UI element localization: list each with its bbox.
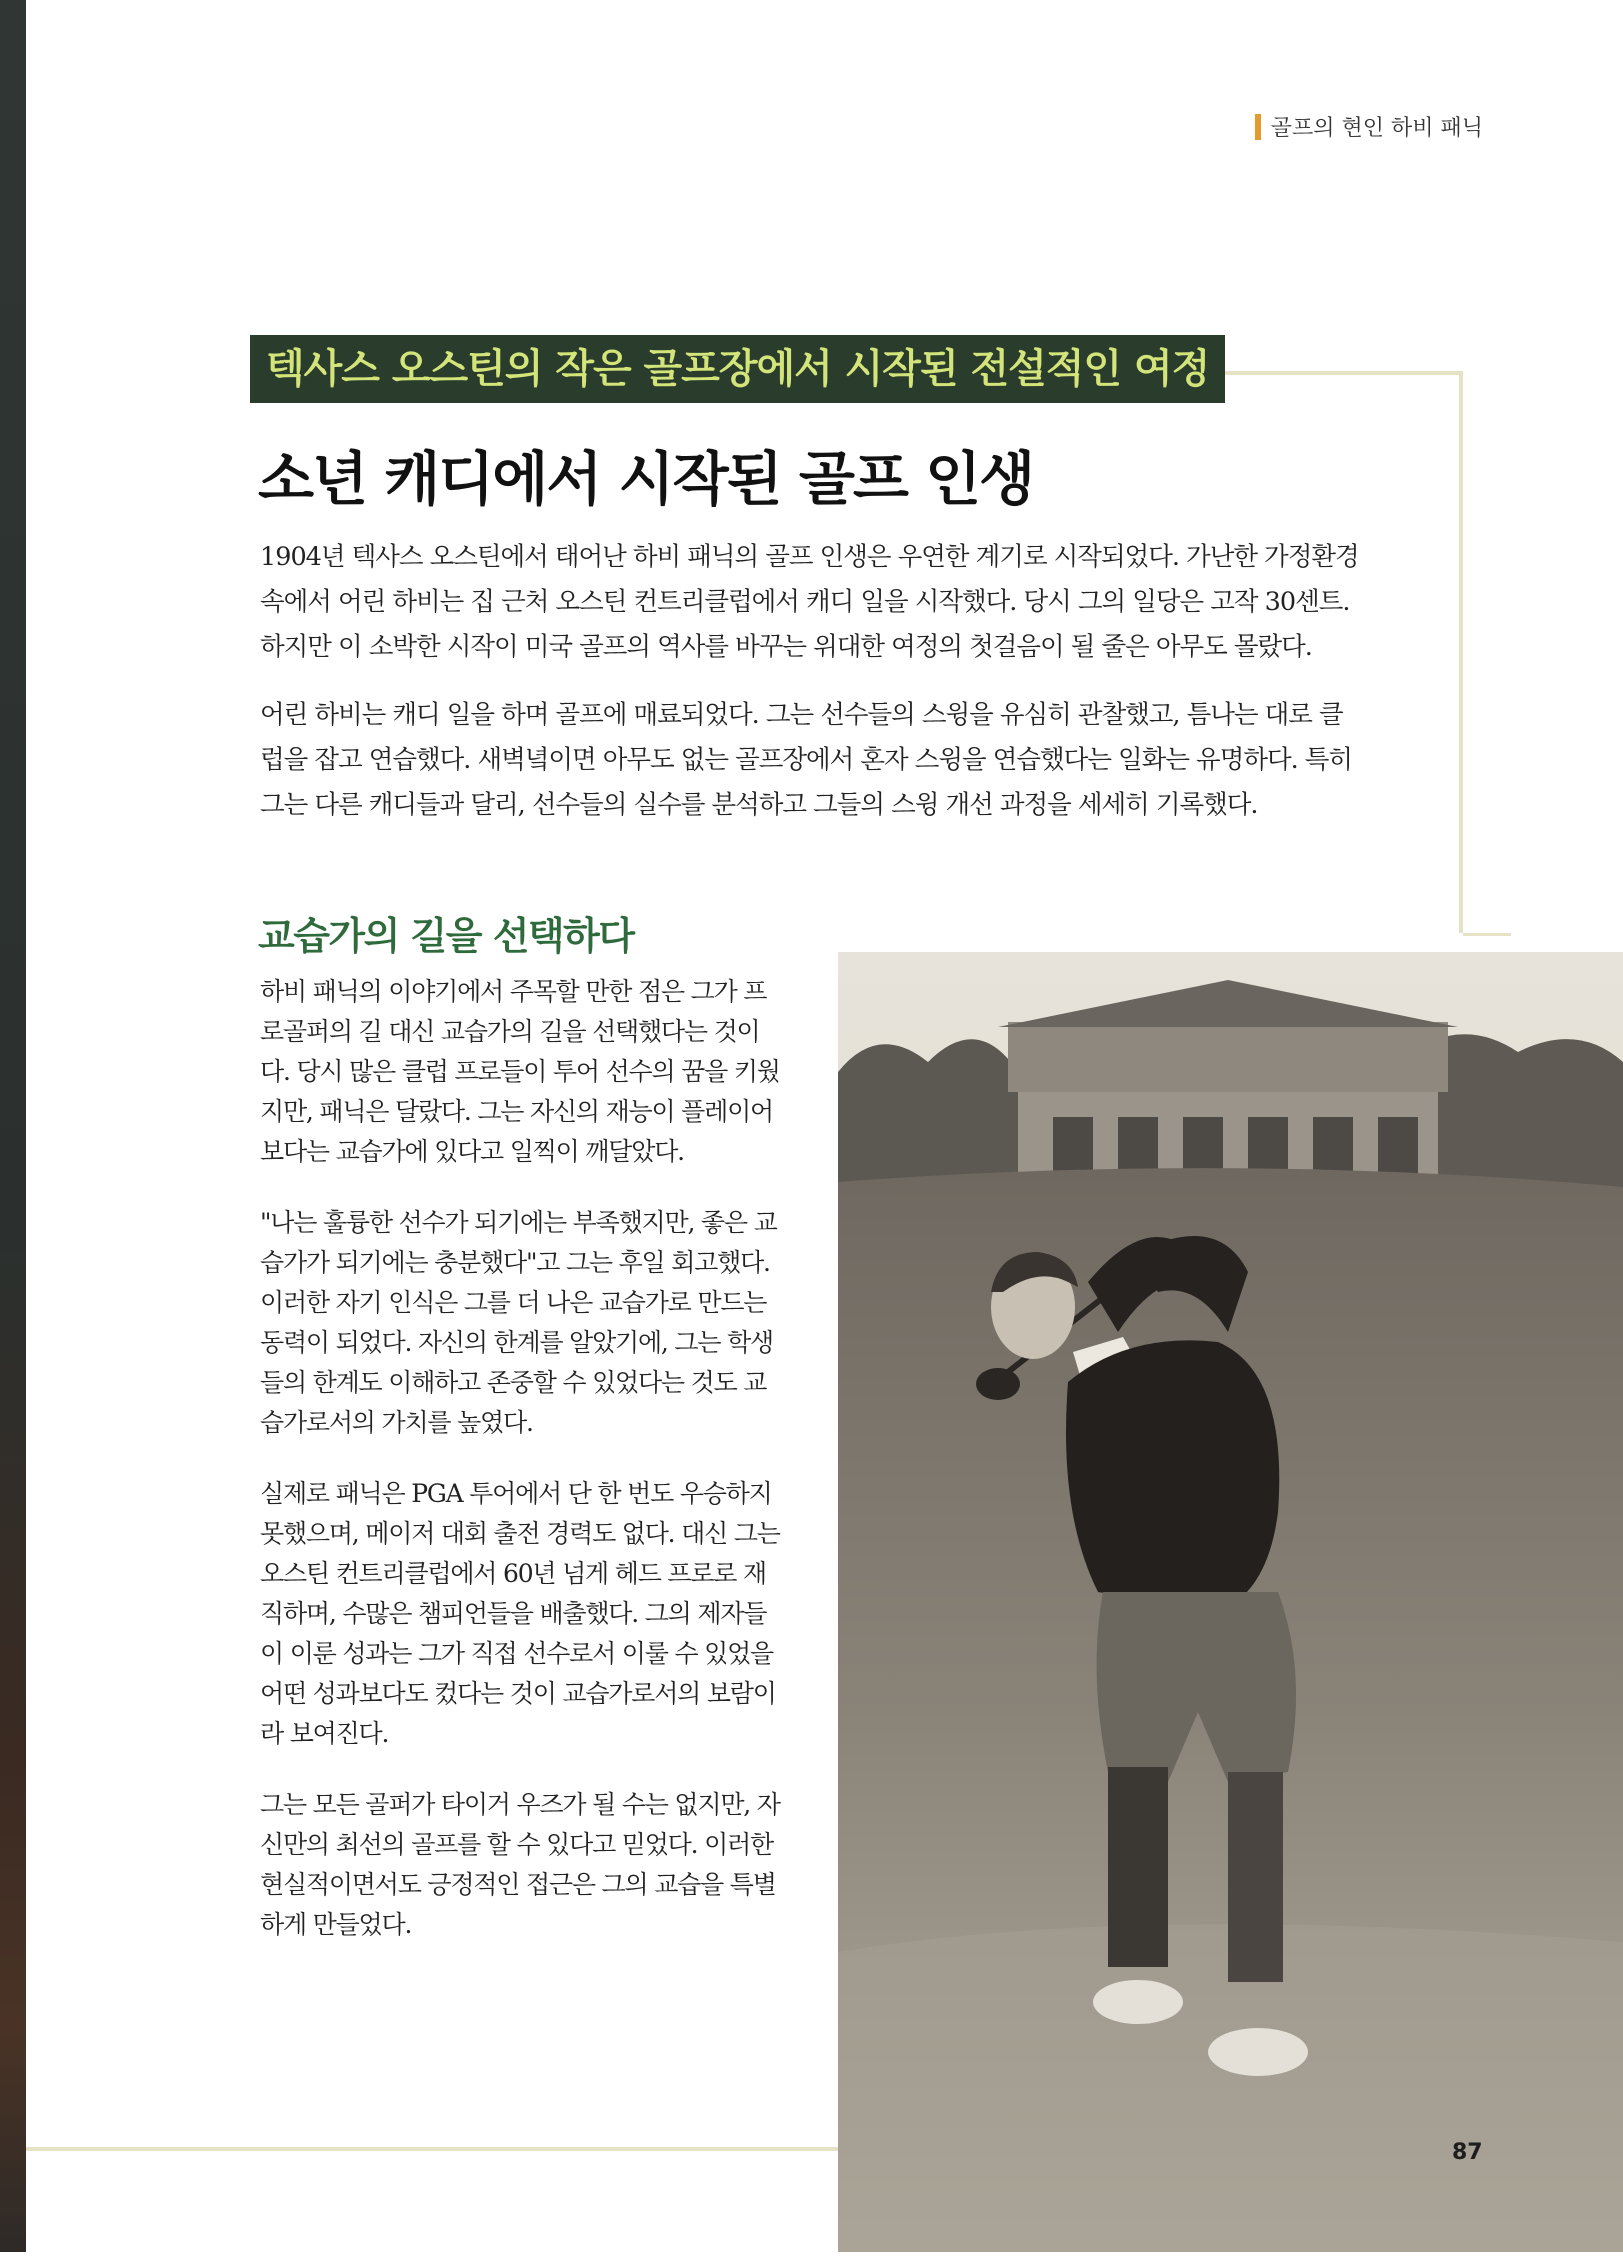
page-title: 소년 캐디에서 시작된 골프 인생 xyxy=(258,445,1034,513)
intro-text xyxy=(260,535,1360,851)
column-paragraph: 실제로 패닉은 PGA 투어에서 단 한 번도 우승하지 못했으며, 메이저 대회 출전 경력도 없다. 대신 그는 오스틴 컨트리클럽에서 60년 넘게 헤드 프로로 재직하며, 수많은 챔피언들을 배출했다. 그의 제자들이 이룬 성과는 그가 직접 선수로서 이룰 수 있었을 어떤 성과보다도 컸다는 것이 교습가로서의 보람이라 보여진다. xyxy=(260,1479,780,1748)
intro-paragraph: 어린 하비는 캐디 일을 하며 골프에 매료되었다. 그는 선수들의 스윙을 유심히 관찰했고, 틈나는 대로 클럽을 잡고 연습했다. 새벽녘이면 아무도 없는 골프장에서 혼자 스윙을 연습했다는 일화는 유명하다. 특히 그는 다른 캐디들과 달리, 선수들의 실수를 분석하고 그들의 스윙 개선 과정을 세세히 기록했다. xyxy=(260,700,1353,820)
book-spine-edge xyxy=(0,0,26,2252)
decorative-frame-right xyxy=(1459,371,1463,933)
running-head xyxy=(1255,111,1483,142)
column-paragraph: "나는 훌륭한 선수가 되기에는 부족했지만, 좋은 교습가가 되기에는 충분했다"고 그는 후일 회고했다. 이러한 자기 인식은 그를 더 나은 교습가로 만드는 동력이 되었다. 자신의 한계를 알았기에, 그는 학생들의 한계도 이해하고 존중할 수 있었다는 것도 교습가로서의 가치를 높였다. xyxy=(260,1208,777,1437)
golfer-photo xyxy=(838,952,1623,2252)
running-head-accent-bar xyxy=(1255,114,1261,140)
column-paragraph: 하비 패닉의 이야기에서 주목할 만한 점은 그가 프로골퍼의 길 대신 교습가의 길을 선택했다는 것이다. 당시 많은 클럽 프로들이 투어 선수의 꿈을 키웠지만, 패닉은 달랐다. 그는 자신의 재능이 플레이어보다는 교습가에 있다고 일찍이 깨달았다. xyxy=(260,977,780,1166)
decorative-frame-notch xyxy=(1463,933,1511,936)
section-heading: 교습가의 길을 선택하다 xyxy=(258,914,634,958)
intro-paragraph: 1904년 텍사스 오스틴에서 태어난 하비 패닉의 골프 인생은 우연한 계기로 시작되었다. 가난한 가정환경 속에서 어린 하비는 집 근처 오스틴 컨트리클럽에서 캐디 일을 시작했다. 당시 그의 일당은 고작 30센트. 하지만 이 소박한 시작이 미국 골프의 역사를 바꾸는 위대한 여정의 첫걸음이 될 줄은 아무도 몰랐다. xyxy=(260,542,1359,662)
kicker-banner: 텍사스 오스틴의 작은 골프장에서 시작된 전설적인 여정 xyxy=(250,335,1225,403)
running-head-text: 골프의 현인 하비 패닉 xyxy=(1270,116,1483,141)
column-text xyxy=(260,972,788,1976)
page-number: 87 xyxy=(1452,2140,1483,2165)
decorative-frame-bottom xyxy=(26,2147,841,2151)
column-paragraph: 그는 모든 골퍼가 타이거 우즈가 될 수는 없지만, 자신만의 최선의 골프를 할 수 있다고 믿었다. 이러한 현실적이면서도 긍정적인 접근은 그의 교습을 특별하게 만들었다. xyxy=(260,1790,780,1939)
